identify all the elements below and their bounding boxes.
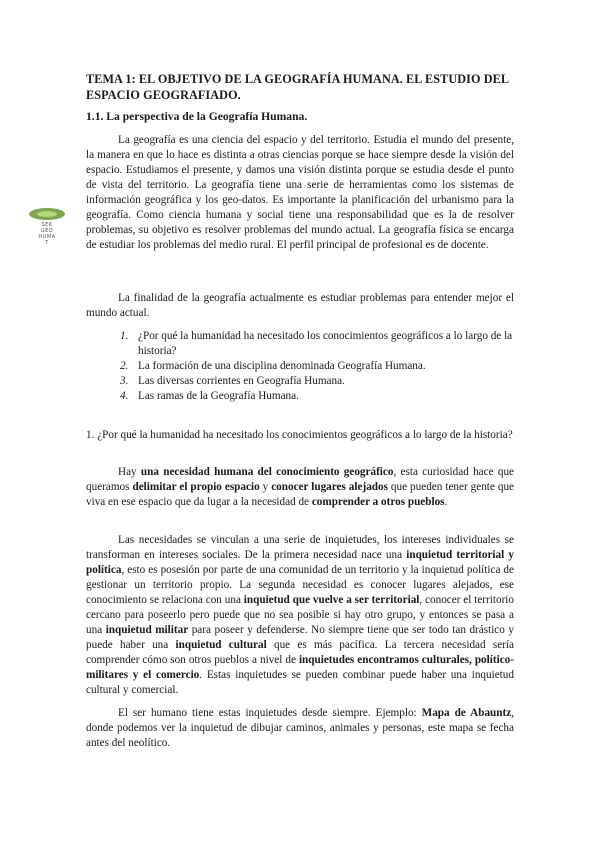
list-number: 4. bbox=[120, 390, 129, 402]
text-run: Hay bbox=[118, 466, 141, 478]
text-run: , donde podemos ver la inquietud de dibujar caminos, animales y personas, este mapa se fecha antes del neolítico. bbox=[86, 707, 514, 749]
text-run: , esta curiosidad hace que queramos bbox=[86, 466, 515, 493]
list-item bbox=[86, 359, 516, 374]
text-run: , conocer el territorio cercano para poseerlo pero puede que no sea posible si hay otro grupo, y entonces se pasa a una bbox=[86, 594, 514, 636]
text-run: para poseer y defenderse. No siempre tiene que ser todo tan drástico y puede haber una bbox=[86, 624, 514, 651]
abauntz-paragraph bbox=[86, 706, 514, 751]
bold-run: delimitar el propio espacio bbox=[132, 481, 260, 493]
logo-badge-icon bbox=[29, 208, 65, 220]
list-text: La formación de una disciplina denominada Geografía Humana. bbox=[138, 360, 426, 372]
bold-run: Mapa de Abauntz bbox=[421, 707, 512, 719]
logo-line: SEK bbox=[41, 222, 53, 228]
list-text: ¿Por qué la humanidad ha necesitado los conocimientos geográficos a lo largo de la historia? bbox=[138, 330, 513, 357]
text-run: , esto es posesión por parte de una comunidad de un territorio y la inquietud política de gestionar un territorio propio. La segunda necesidad es conocer lugares alejados, ese conocimiento se relaciona con una bbox=[86, 564, 514, 606]
section-heading: 1. ¿Por qué la humanidad ha necesitado los conocimientos geográficos a lo largo de la historia? bbox=[86, 429, 513, 441]
text-run: que pueden tener gente que viva en ese espacio que da lugar a la necesidad de bbox=[86, 481, 515, 508]
page-title: TEMA 1: EL OBJETIVO DE LA GEOGRAFÍA HUMANA. EL ESTUDIO DEL ESPACIO GEOGRAFIADO. bbox=[86, 72, 509, 102]
bold-run: inquietud militar bbox=[105, 624, 189, 636]
bold-run: comprender a otros pueblos bbox=[311, 496, 445, 508]
list-number: 2. bbox=[120, 360, 129, 372]
text-run: que es más pacífica. La tercera necesidad sería comprender cómo son otros pueblos a nivel de bbox=[86, 639, 514, 666]
list-text: Las ramas de la Geografía Humana. bbox=[138, 390, 299, 402]
section-subtitle: 1.1. La perspectiva de la Geografía Humana. bbox=[86, 110, 308, 123]
text-run: Las necesidades se vinculan a una serie de inquietudes, los intereses individuales se transforman en intereses sociales. De la primera necesidad nace una bbox=[86, 534, 514, 561]
bold-run: inquietud territorial y política bbox=[86, 549, 514, 576]
list-number: 1. bbox=[120, 330, 129, 342]
bold-run: conocer lugares alejados bbox=[271, 481, 388, 493]
logo-line: HUMA bbox=[38, 234, 56, 240]
questions-list bbox=[86, 329, 516, 404]
text-run: El ser humano tiene estas inquietudes desde siempre. Ejemplo: bbox=[118, 707, 422, 719]
intro-paragraph: La geografía es una ciencia del espacio y del territorio. Estudia el mundo del presente, la manera en que lo hace es distinta a otras ciencias porque se hace siempre desde la visión del espacio. Estudiamos el presente, y damos una visión distinta porque se estudia desde el punto de vista del territorio. La geografía tiene una serie de herramientas como los sistemas de información geográfica y los geo-datos. Es importante la planificación del urbanismo para la geografía. Como ciencia humana y social tiene una responsabilidad que es la de resolver problemas, su objetivo es resolver problemas del mundo actual. La geografía física se encarga de estudiar los problemas del medio rural. El perfil principal de profesional es de docente. bbox=[86, 134, 514, 251]
necesidad-paragraph bbox=[86, 465, 514, 510]
text-run: y bbox=[259, 481, 272, 493]
logo-line: GEO bbox=[40, 228, 54, 234]
list-item bbox=[86, 374, 516, 389]
inquietudes-paragraph bbox=[86, 533, 514, 698]
watermark-logo bbox=[24, 208, 70, 268]
logo-text bbox=[24, 222, 70, 246]
logo-line: T bbox=[45, 240, 49, 246]
finalidad-paragraph: La finalidad de la geografía actualmente es estudiar problemas para entender mejor el mundo actual. bbox=[86, 292, 514, 319]
bold-run: inquietud cultural bbox=[175, 639, 267, 651]
list-item bbox=[86, 329, 516, 359]
text-run: . Estas inquietudes se pueden combinar puede haber una inquietud cultural y comercial. bbox=[86, 669, 514, 696]
bold-run: inquietud que vuelve a ser territorial bbox=[243, 594, 420, 606]
bold-run: inquietudes encontramos culturales, político-militares y el comercio bbox=[86, 654, 514, 681]
list-number: 3. bbox=[120, 375, 129, 387]
text-run: . bbox=[444, 496, 448, 508]
list-item bbox=[86, 389, 516, 404]
bold-run: una necesidad humana del conocimiento geográfico bbox=[140, 466, 394, 478]
list-text: Las diversas corrientes en Geografía Humana. bbox=[138, 375, 345, 387]
